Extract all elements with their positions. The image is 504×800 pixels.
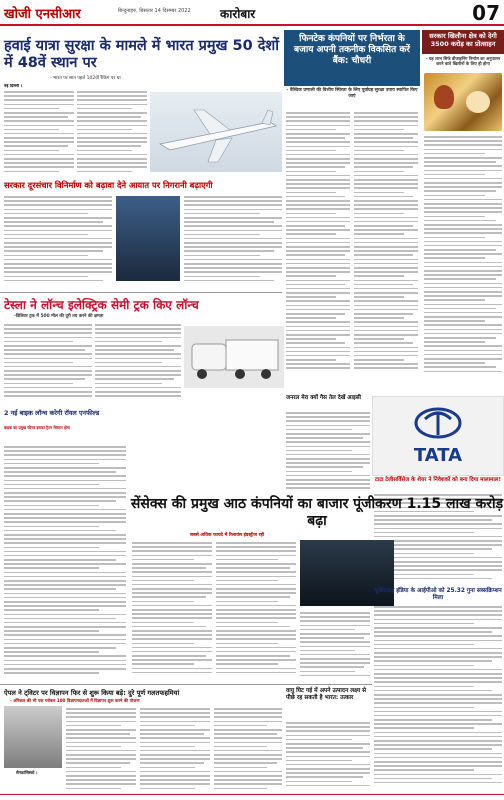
gold-body <box>286 412 370 490</box>
govt-headline: सरकार खिलौना क्षेत्र को देगी 3500 करोड़ का प्रोत्साहन <box>429 32 497 48</box>
apple-body-col3 <box>214 708 282 792</box>
fintech-headline-box <box>284 30 420 86</box>
fintech-body-col1 <box>286 112 350 382</box>
apple-headline: ऐपल ने ट्विटर पर विज्ञापन फिर से शुरू किया बड़े: दुरे पूर्ण गलतफहमियां <box>4 689 180 697</box>
apple-subhead: - ओरैकल की भी एक ग्लोबल 100 विज्ञापनदातओं में विज्ञापन शुरू करने की योजना <box>10 698 140 703</box>
sensex-subhead: सबसे अधिक फायदे में रिलायंस इंडस्ट्रीज रही <box>190 533 265 538</box>
wheat-headline: वायु घिट गई में अपने उत्पादन लक्ष्य से पीछे रह सकती है भारत: तत्कार <box>286 688 367 701</box>
brand-logo: खोजी एनसीआर <box>4 7 81 22</box>
apple-body-col1 <box>66 708 136 792</box>
royal-body <box>4 446 126 682</box>
masthead <box>0 0 504 26</box>
tesla-truck-photo <box>184 326 284 388</box>
fintech-headline: फिनटेक कंपनियों पर निर्भरता के बजाय अपनी तकनीक विकसित करें बैंक: चौधरी <box>294 34 410 66</box>
toys-photo <box>424 73 502 131</box>
ipo-headline: यूनीफाइड इंडिया के आईपीओ को 25.32 गुना सब्सक्रिप्शन मिला <box>374 588 502 602</box>
telecom-body-col1 <box>4 196 112 284</box>
tesla-subhead: -डिलिवर ट्रक में 500 मील की दूरी तय करने की क्षमता <box>14 314 104 319</box>
divider <box>0 684 372 685</box>
tesla-body-col2 <box>95 324 181 398</box>
divider <box>0 292 282 293</box>
apple-body-col2 <box>140 708 210 792</box>
telecom-body-col2 <box>184 196 282 284</box>
aviation-headline: हवाई यात्रा सुरक्षा के मामले में भारत प्रमुख 50 देशों में 48वें स्थान पर <box>4 38 280 71</box>
sensex-body-col2 <box>216 542 296 680</box>
fintech-body-col2 <box>354 112 418 382</box>
fintech-subhead: - वैश्विक प्रणाली की वित्तीय स्थिरता के लिए पूर्वाग्रह सुरक्षा उपाय स्थापित किए जाएं <box>286 88 418 99</box>
telecom-tower-photo <box>116 196 180 281</box>
royal-headline: 2 नई बाइक लॉन्च करेगी रॉयल एनफील्ड <box>4 409 100 417</box>
section-title: कारोबार <box>220 7 256 21</box>
govt-headline-box <box>422 30 504 54</box>
aviation-dateline: नई दिल्ली । <box>4 84 23 88</box>
royal-subhead: बाइक का प्रमुख फीचर इसका ट्रैटन सिस्टम होगा <box>4 425 71 430</box>
footer-rule <box>0 794 504 800</box>
tesla-headline: टेस्ला ने लॉन्च इलेक्ट्रिक सेमी ट्रक किए लॉन्च <box>4 298 199 312</box>
tata-logo-image <box>372 396 504 476</box>
date-line: बिन्दुनाहरु, बिसतार 14 दिसम्बर 2022 <box>118 8 191 14</box>
wheat-body <box>286 722 370 792</box>
tata-caption: टाटा टेलीसर्विसेज के शेयर ने निवेशकों को बना दिया मालामाल! <box>375 477 501 483</box>
airplane-photo <box>150 92 282 172</box>
tesla-body-col1 <box>4 324 92 398</box>
apple-dateline: सैनफ्रांसिस्को । <box>16 770 38 775</box>
ipo-body <box>374 606 502 792</box>
aviation-body-col2 <box>77 91 147 173</box>
gold-headline: जनरल मेरा क्यों गैस तेल देखें आइसी <box>286 395 361 401</box>
svg-text:TATA: TATA <box>413 445 463 466</box>
aviation-subhead: - भारत पर सात पहले 102वीं रैंकिंग पर था <box>50 76 121 81</box>
govt-subhead: - यह लाभ सिर्फ डीजाइनिंग निर्माण का अनुपालन करने वाले खिलौनों के लिए ही होगा <box>425 56 501 67</box>
telecom-headline: सरकार दूरसंचार विनिर्माण को बढ़ावा देने आयात पर निगरानी बढ़ाएगी <box>4 180 213 190</box>
aviation-body-col1 <box>4 91 74 173</box>
sensex-body-col1 <box>132 542 212 680</box>
page-number: 07 <box>472 1 500 25</box>
sensex-headline: सेंसेक्स की प्रमुख आठ कंपनियों का बाजार पूंजीकरण 1.15 लाख करोड़ बढ़ा <box>130 496 504 529</box>
govt-body <box>424 136 502 386</box>
person-photo <box>4 706 62 768</box>
sensex-body-col3 <box>300 612 370 682</box>
